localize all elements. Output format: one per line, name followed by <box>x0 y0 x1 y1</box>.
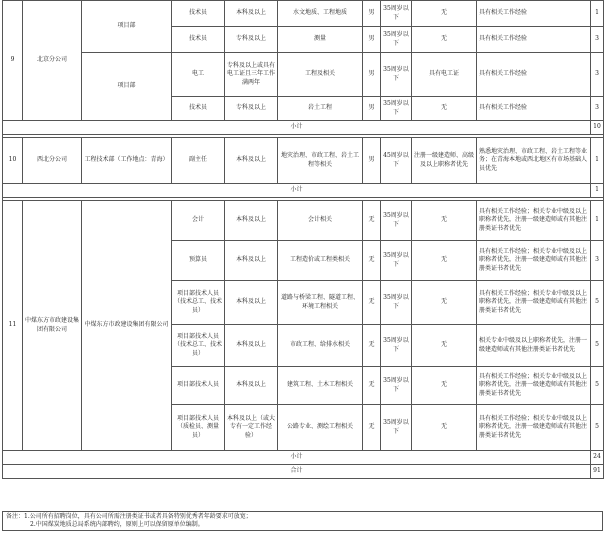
education: 本科及以上 <box>225 325 278 367</box>
age: 35周岁以下 <box>381 27 412 53</box>
other-requirements: 熟悉地灾治理、市政工程、岩土工程等业务；在青海本地或西北地区有市场基础人员优先 <box>477 138 591 184</box>
age: 35周岁以下 <box>381 281 412 325</box>
major: 测量 <box>278 27 363 53</box>
other-requirements: 具有相关工作经验 <box>477 97 591 121</box>
position: 副主任 <box>172 138 225 184</box>
other-requirements: 具有相关工作经验；相关专业中级及以上职称者优先，注册一级建造师或有其他注册类证书者优先 <box>477 405 591 451</box>
certificate: 无 <box>412 241 477 281</box>
department: 项目部 <box>82 1 172 53</box>
table-row <box>3 201 604 241</box>
other-requirements: 相关专业中级及以上职称者优先，注册一级建造师或有其他注册类证书者优先 <box>477 325 591 367</box>
age: 35周岁以下 <box>381 53 412 97</box>
other-requirements: 具有相关工作经验 <box>477 27 591 53</box>
subtotal-value: 1 <box>591 184 604 198</box>
certificate: 无 <box>412 201 477 241</box>
position: 技术员 <box>172 27 225 53</box>
position: 技术员 <box>172 97 225 121</box>
certificate: 无 <box>412 27 477 53</box>
certificate: 注册一级建造师、高级及以上职称者优先 <box>412 138 477 184</box>
headcount: 1 <box>591 201 604 241</box>
other-requirements: 具有相关工作经验；相关专业中级及以上职称者优先，注册一级建造师或有其他注册类证书者优先 <box>477 241 591 281</box>
headcount: 3 <box>591 27 604 53</box>
note-line: 备注：1.公司所有招聘岗位，具有公司所需注册类证书或者具备特别优秀者年龄要求可放宽； <box>6 513 252 520</box>
gender: 无 <box>363 325 381 367</box>
subtotal-label: 小计 <box>3 184 591 198</box>
gender: 无 <box>363 367 381 405</box>
major: 道路与桥梁工程、隧道工程、环境工程相关 <box>278 281 363 325</box>
recruitment-table <box>2 0 604 479</box>
position: 项目部技术人员（质检员、测量员） <box>172 405 225 451</box>
company-name: 西北分公司 <box>23 138 82 184</box>
major: 水文地质、工程地质 <box>278 1 363 27</box>
company-name: 北京分公司 <box>23 1 82 121</box>
age: 35周岁以下 <box>381 325 412 367</box>
other-requirements: 具有相关工作经验；相关专业中级及以上职称者优先，注册一级建造师或有其他注册类证书者优先 <box>477 281 591 325</box>
position: 项目部技术人员 <box>172 367 225 405</box>
gender: 男 <box>363 1 381 27</box>
row-number: 9 <box>3 1 23 121</box>
gender: 男 <box>363 138 381 184</box>
headcount: 1 <box>591 1 604 27</box>
gender: 无 <box>363 241 381 281</box>
gender: 无 <box>363 201 381 241</box>
subtotal-value: 24 <box>591 451 604 465</box>
major: 会计相关 <box>278 201 363 241</box>
notes-box <box>2 511 603 531</box>
age: 35周岁以下 <box>381 201 412 241</box>
major: 公路专业、测绘工程相关 <box>278 405 363 451</box>
total-row <box>3 465 604 479</box>
headcount: 1 <box>591 138 604 184</box>
age: 45周岁以下 <box>381 138 412 184</box>
certificate: 无 <box>412 97 477 121</box>
other-requirements: 具有相关工作经验 <box>477 53 591 97</box>
subtotal-value: 10 <box>591 121 604 135</box>
certificate: 具有电工证 <box>412 53 477 97</box>
position: 技术员 <box>172 1 225 27</box>
education: 本科及以上 <box>225 1 278 27</box>
table-row <box>3 1 604 27</box>
age: 35周岁以下 <box>381 241 412 281</box>
subtotal-row <box>3 184 604 198</box>
note-line: 2.中国煤炭地质总局系统内部聘约，原则上可以保留原单位编制。 <box>30 520 204 528</box>
headcount: 3 <box>591 53 604 97</box>
department: 工程技术部（工作地点：青海） <box>82 138 172 184</box>
certificate: 无 <box>412 281 477 325</box>
gender: 无 <box>363 281 381 325</box>
major: 岩土工程 <box>278 97 363 121</box>
education: 本科及以上 <box>225 281 278 325</box>
education: 专科及以上 <box>225 27 278 53</box>
position: 电工 <box>172 53 225 97</box>
department: 中煤东方市政建设集团有限公司 <box>82 201 172 451</box>
position: 项目部技术人员（技术总工、技术员） <box>172 325 225 367</box>
age: 35周岁以下 <box>381 405 412 451</box>
subtotal-row <box>3 121 604 135</box>
headcount: 3 <box>591 241 604 281</box>
headcount: 5 <box>591 281 604 325</box>
education: 本科及以上 <box>225 241 278 281</box>
education: 本科及以上 <box>225 201 278 241</box>
headcount: 5 <box>591 405 604 451</box>
major: 市政工程、给排水相关 <box>278 325 363 367</box>
major: 工程造价或工程类相关 <box>278 241 363 281</box>
other-requirements: 具有相关工作经验 <box>477 1 591 27</box>
major: 工程及相关 <box>278 53 363 97</box>
position: 会计 <box>172 201 225 241</box>
subtotal-label: 小计 <box>3 121 591 135</box>
headcount: 3 <box>591 97 604 121</box>
row-number: 10 <box>3 138 23 184</box>
row-number: 11 <box>3 201 23 451</box>
gender: 男 <box>363 53 381 97</box>
gender: 男 <box>363 97 381 121</box>
age: 35周岁以下 <box>381 97 412 121</box>
subtotal-row <box>3 451 604 465</box>
headcount: 5 <box>591 367 604 405</box>
education: 本科及以上（或大专有一定工作经验） <box>225 405 278 451</box>
age: 35周岁以下 <box>381 367 412 405</box>
certificate: 无 <box>412 405 477 451</box>
age: 35周岁以下 <box>381 1 412 27</box>
major: 地灾治理、市政工程、岩土工程等相关 <box>278 138 363 184</box>
gender: 无 <box>363 405 381 451</box>
department: 项目部 <box>82 53 172 121</box>
subtotal-label: 小计 <box>3 451 591 465</box>
headcount: 5 <box>591 325 604 367</box>
other-requirements: 具有相关工作经验；相关专业中级及以上职称者优先，注册一级建造师或有其他注册类证书者优先 <box>477 367 591 405</box>
other-requirements: 具有相关工作经验；相关专业中级及以上职称者优先，注册一级建造师或有其他注册类证书者优先 <box>477 201 591 241</box>
table-row <box>3 138 604 184</box>
total-label: 合计 <box>3 465 591 479</box>
certificate: 无 <box>412 1 477 27</box>
table-row <box>3 53 604 97</box>
position: 预算员 <box>172 241 225 281</box>
education: 本科及以上 <box>225 367 278 405</box>
major: 建筑工程、土木工程相关 <box>278 367 363 405</box>
education: 本科及以上 <box>225 138 278 184</box>
certificate: 无 <box>412 367 477 405</box>
total-value: 91 <box>591 465 604 479</box>
company-name: 中煤东方市政建设集团有限公司 <box>23 201 82 451</box>
position: 项目部技术人员（技术总工、技术员） <box>172 281 225 325</box>
education: 专科及以上或具有电工证且三年工作满两年 <box>225 53 278 97</box>
education: 专科及以上 <box>225 97 278 121</box>
certificate: 无 <box>412 325 477 367</box>
gender: 男 <box>363 27 381 53</box>
